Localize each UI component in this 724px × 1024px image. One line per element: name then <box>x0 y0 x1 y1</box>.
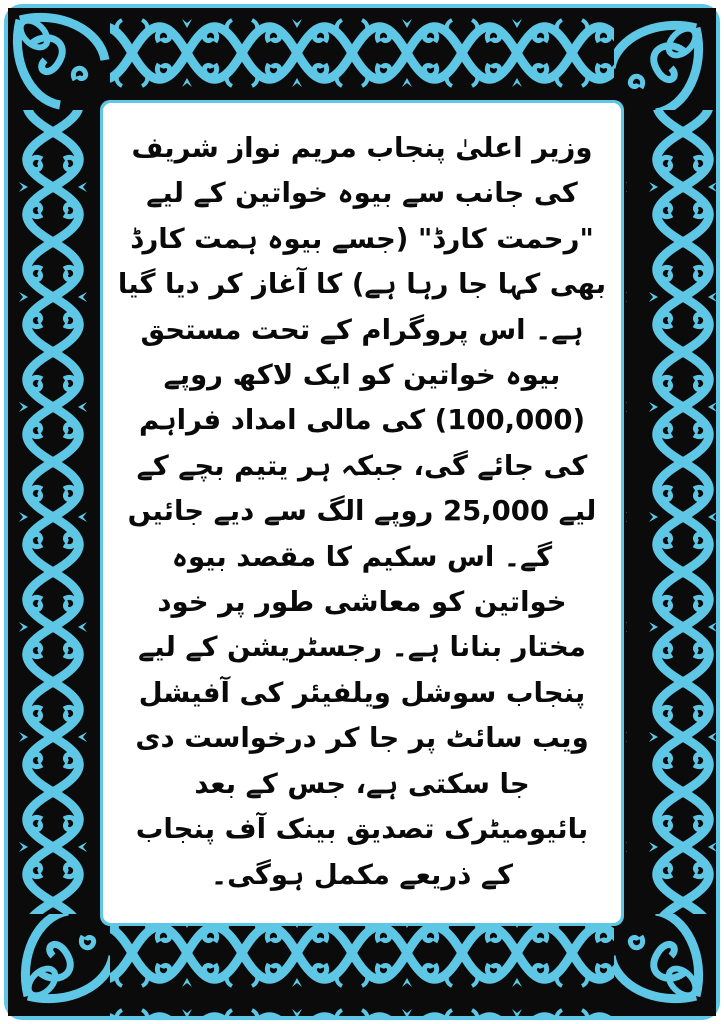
text-line: پنجاب سوشل ویلفیئر کی آفیشل <box>138 676 586 709</box>
text-line: خواتین کو معاشی طور پر خود <box>157 586 567 619</box>
text-line: گے۔ اس سکیم کا مقصد بیوہ <box>171 540 553 573</box>
text-line: ہے۔ اس پروگرام کے تحت مستحق <box>140 313 584 346</box>
text-line: "رحمت کارڈ" (جسے بیوہ ہمت کارڈ <box>130 222 594 255</box>
announcement-text <box>112 126 612 898</box>
text-line: (100,000) کی مالی امداد فراہم <box>138 404 586 437</box>
text-line: جا سکتی ہے، جس کے بعد <box>194 767 530 800</box>
text-line: بائیومیٹرک تصدیق بینک آف پنجاب <box>135 813 589 846</box>
text-line: بھی کہا جا رہا ہے) کا آغاز کر دیا گیا <box>117 268 607 301</box>
text-line: کے ذریعے مکمل ہوگی۔ <box>210 858 514 891</box>
text-panel <box>104 104 620 922</box>
text-line: بیوہ خواتین کو ایک لاکھ روپے <box>163 359 561 392</box>
text-line: لیے 25,000 روپے الگ سے دیے جائیں <box>127 495 597 528</box>
text-line: کی جانب سے بیوہ خواتین کے لیے <box>146 177 578 210</box>
text-line: وزیر اعلیٰ پنجاب مریم نواز شریف <box>131 132 593 164</box>
text-line: مختار بنانا ہے۔ رجسٹریشن کے لیے <box>138 631 586 664</box>
text-line: ویب سائٹ پر جا کر درخواست دی <box>135 722 589 755</box>
text-line: کی جائے گی، جبکہ ہر یتیم بچے کے <box>136 449 588 482</box>
